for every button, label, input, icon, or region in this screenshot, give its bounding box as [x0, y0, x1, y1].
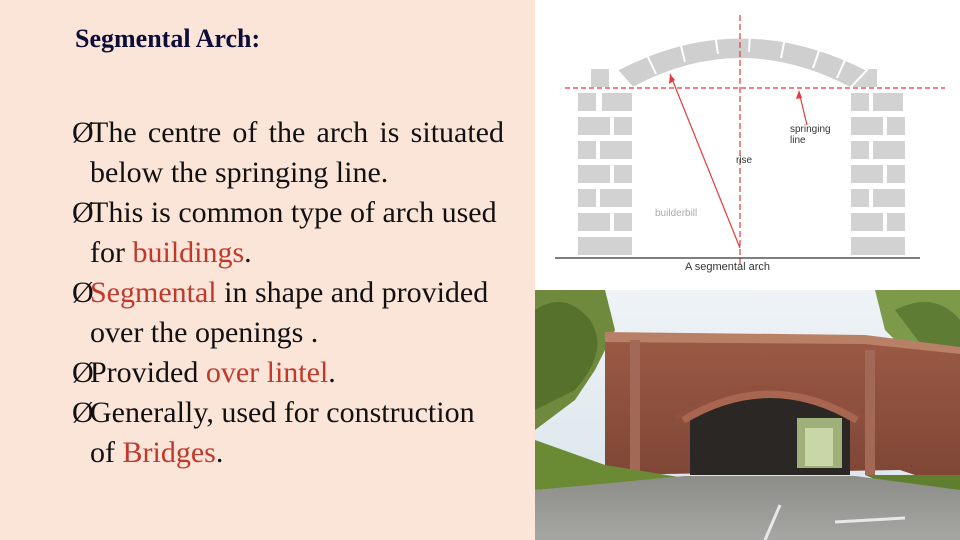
opening [633, 88, 850, 256]
bullet-item [72, 353, 503, 393]
image-panel [535, 0, 960, 540]
bullet-item [72, 393, 503, 473]
label-rise: rise [736, 155, 753, 166]
bridge-photo [535, 290, 960, 540]
bullet-item [72, 273, 503, 353]
bullet-text: Generally, used for construction of [90, 396, 475, 469]
segmental-arch-diagram [535, 0, 960, 290]
bullet-arrow-icon: Ø [72, 196, 94, 229]
road [535, 476, 960, 540]
bullet-highlight: over lintel [205, 356, 329, 389]
bullet-text: . [244, 236, 252, 269]
bullet-highlight: Segmental [90, 276, 217, 309]
bullet-text: in shape and provided over the openings . [90, 276, 489, 349]
bullet-text: Provided [90, 356, 206, 389]
slide-title: Segmental Arch: [75, 24, 261, 53]
bullet-arrow-icon: Ø [72, 276, 94, 309]
bullet-arrow-icon: Ø [72, 396, 94, 429]
label-builder: builderbill [655, 208, 698, 219]
bullet-item [72, 193, 503, 273]
diagram-caption: A segmental arch [685, 261, 770, 273]
bullet-text: . [215, 436, 224, 469]
bullet-text: . [328, 356, 336, 389]
label-springing: springing [790, 124, 831, 135]
bullet-highlight: buildings [132, 236, 245, 269]
bullet-highlight: Bridges [122, 436, 216, 469]
bullet-item [72, 113, 504, 193]
bullet-text: This is common type of arch used for [90, 196, 497, 269]
bullet-list [72, 113, 504, 473]
bullet-arrow-icon: Ø [72, 356, 94, 389]
bullet-text: The centre of the arch is situated below the springing line. [90, 116, 504, 189]
bullet-arrow-icon: Ø [72, 116, 94, 149]
label-line: line [790, 135, 806, 146]
